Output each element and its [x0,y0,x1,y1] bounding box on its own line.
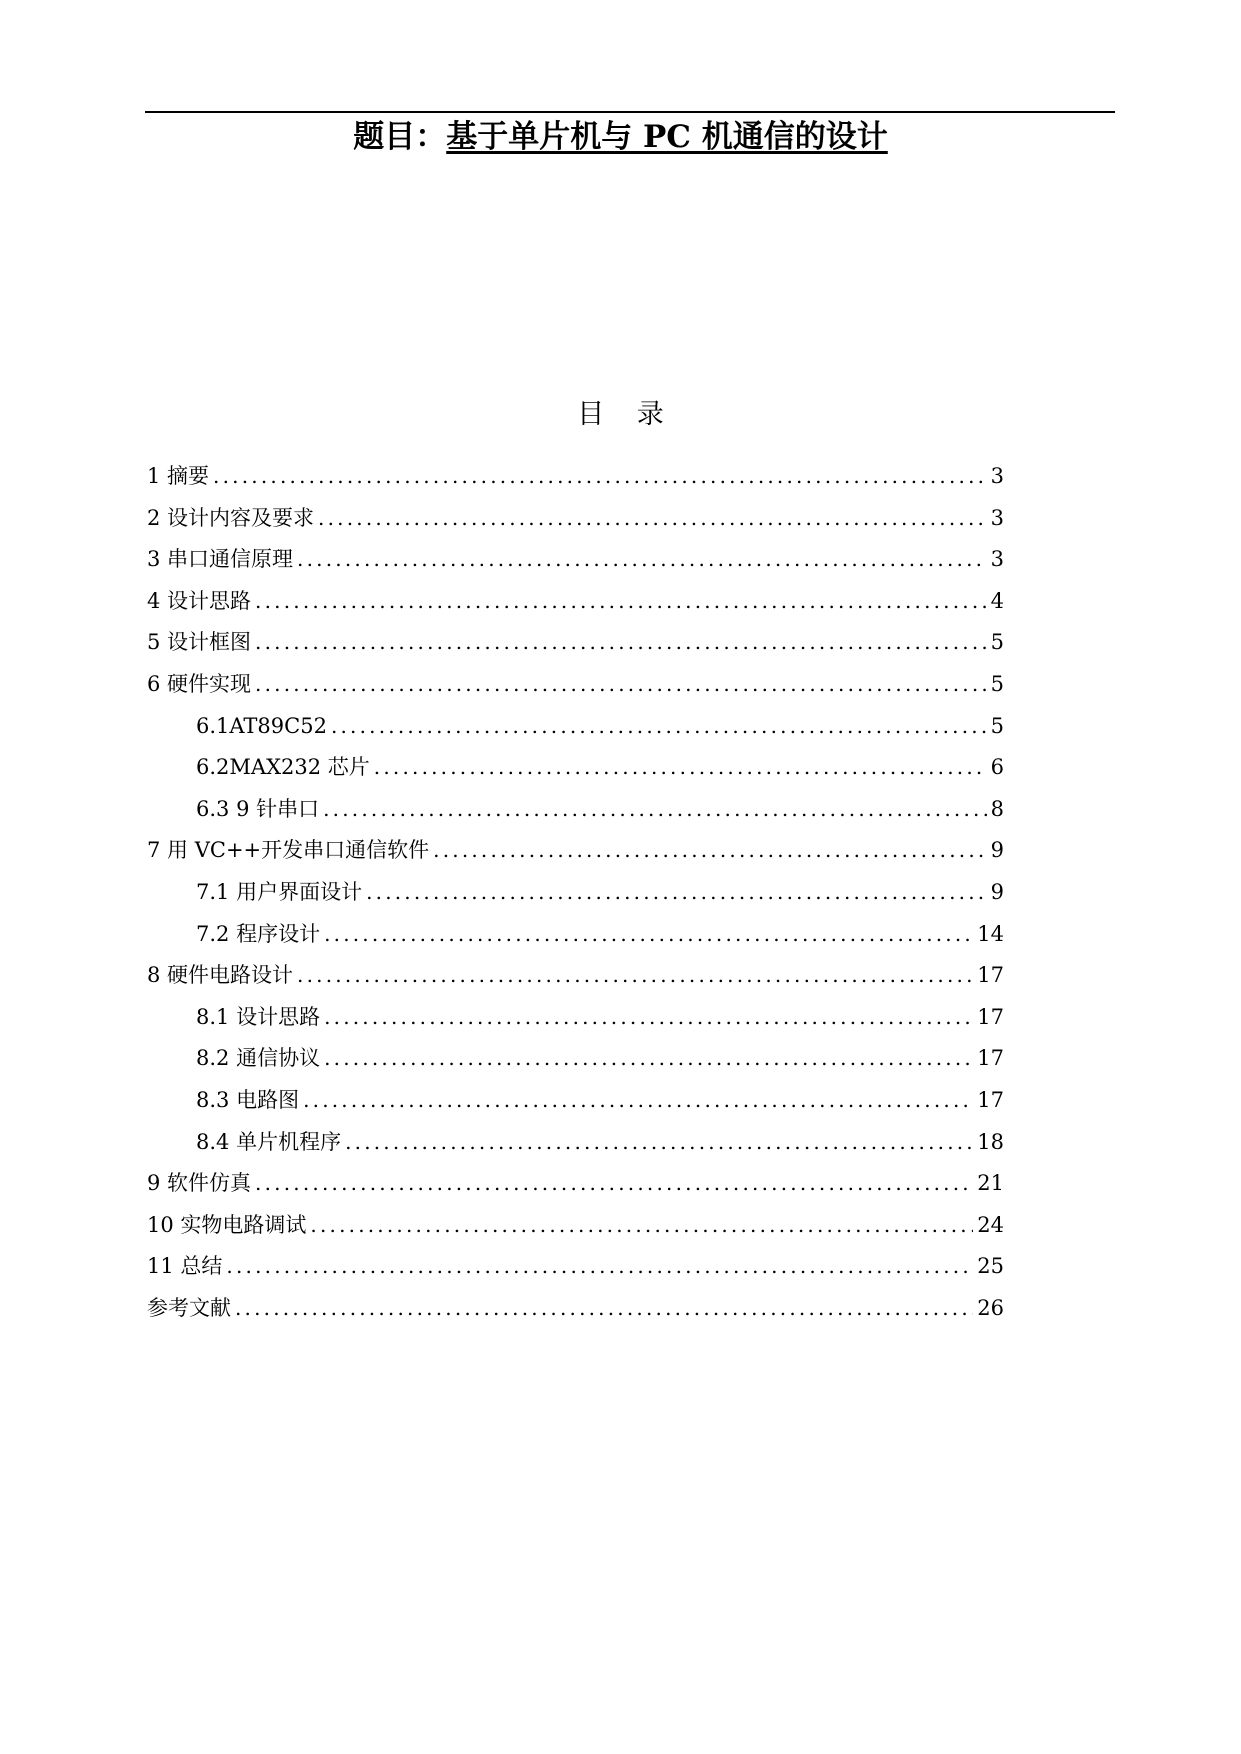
toc-entry-page-number: 14 [977,921,1004,946]
toc-entry-page-number: 3 [990,505,1004,530]
toc-entry-page-number: 24 [977,1212,1004,1237]
toc-entry[interactable] [147,498,1004,540]
toc-entry[interactable] [147,747,1004,789]
toc-entry-label: 6.1AT89C52 [196,713,327,738]
toc-dot-leader [433,830,986,872]
toc-entry-page-number: 3 [990,464,1004,488]
toc-entry[interactable] [147,1246,1004,1288]
toc-entry-label: 7 用 VC++开发串口通信软件 [147,838,430,863]
toc-entry[interactable] [147,997,1004,1039]
toc-entry-label: 10 实物电路调试 [147,1212,307,1237]
toc-dot-leader [213,456,987,498]
toc-dot-leader [366,872,987,914]
toc-dot-leader [255,581,987,623]
toc-dot-leader [374,747,987,789]
toc-entry-label: 2 设计内容及要求 [147,505,315,530]
toc-entry-label: 9 软件仿真 [147,1171,252,1196]
table-of-contents [147,456,1004,1329]
toc-entry[interactable] [147,581,1004,623]
toc-dot-leader [324,914,973,956]
toc-entry-page-number: 21 [977,1171,1004,1196]
toc-entry-page-number: 17 [977,1004,1004,1029]
document-title [0,114,1241,160]
toc-dot-leader [297,539,987,581]
toc-dot-leader [331,706,987,748]
toc-entry-label: 4 设计思路 [147,588,252,613]
toc-dot-leader [324,997,973,1039]
toc-entry-label: 8.2 通信协议 [196,1046,321,1071]
toc-entry-label: 7.2 程序设计 [196,921,321,946]
toc-entry-page-number: 8 [990,796,1004,821]
toc-entry-page-number: 17 [977,1046,1004,1071]
toc-entry[interactable] [147,622,1004,664]
toc-dot-leader [310,1205,973,1247]
toc-entry-label: 6.3 9 针串口 [196,796,320,821]
toc-entry-label: 8.3 电路图 [196,1087,300,1112]
toc-entry[interactable] [147,664,1004,706]
toc-entry[interactable] [147,830,1004,872]
toc-entry-label: 3 串口通信原理 [147,547,294,572]
toc-entry-page-number: 5 [990,630,1004,655]
toc-dot-leader [255,622,987,664]
toc-entry[interactable] [147,872,1004,914]
toc-entry-page-number: 4 [990,588,1004,613]
toc-dot-leader [323,789,987,831]
toc-entry[interactable] [147,1288,1004,1330]
toc-entry-label: 8.1 设计思路 [196,1004,321,1029]
toc-entry[interactable] [147,456,1004,498]
toc-entry-page-number: 26 [977,1295,1004,1320]
toc-entry[interactable] [147,1205,1004,1247]
toc-entry-page-number: 17 [977,963,1004,988]
title-text: 基于单片机与 PC 机通信的设计 [446,119,888,155]
toc-entry-label: 7.1 用户界面设计 [196,879,363,904]
toc-dot-leader [324,1038,973,1080]
header-rule [145,111,1115,113]
toc-entry[interactable] [147,955,1004,997]
toc-entry-page-number: 5 [990,671,1004,696]
toc-entry-page-number: 25 [977,1254,1004,1279]
toc-entry-page-number: 3 [990,547,1004,572]
title-prefix: 题目： [353,119,447,155]
toc-entry-label: 5 设计框图 [147,630,252,655]
toc-heading: 目 录 [577,399,676,430]
toc-entry[interactable] [147,1038,1004,1080]
toc-entry-page-number: 9 [990,838,1004,863]
toc-entry-page-number: 17 [977,1087,1004,1112]
toc-entry-page-number: 9 [990,879,1004,904]
toc-entry[interactable] [147,1122,1004,1164]
toc-dot-leader [303,1080,973,1122]
toc-entry-label: 1 摘要 [147,464,210,488]
toc-dot-leader [255,1163,973,1205]
toc-entry[interactable] [147,1080,1004,1122]
toc-entry-page-number: 6 [990,755,1004,780]
toc-dot-leader [235,1288,973,1330]
toc-entry-label: 参考文献 [147,1295,231,1320]
toc-entry-label: 8.4 单片机程序 [196,1129,342,1154]
toc-entry-label: 11 总结 [147,1254,223,1279]
toc-entry[interactable] [147,706,1004,748]
toc-entry-label: 6 硬件实现 [147,671,252,696]
toc-entry-page-number: 5 [990,713,1004,738]
toc-dot-leader [297,955,973,997]
toc-entry-label: 6.2MAX232 芯片 [196,755,370,780]
toc-dot-leader [255,664,987,706]
toc-entry-page-number: 18 [977,1129,1004,1154]
toc-entry[interactable] [147,539,1004,581]
toc-entry[interactable] [147,789,1004,831]
toc-entry[interactable] [147,914,1004,956]
toc-entry-label: 8 硬件电路设计 [147,963,294,988]
toc-dot-leader [345,1122,973,1164]
toc-dot-leader [226,1246,973,1288]
toc-entry[interactable] [147,1163,1004,1205]
toc-dot-leader [318,498,987,540]
